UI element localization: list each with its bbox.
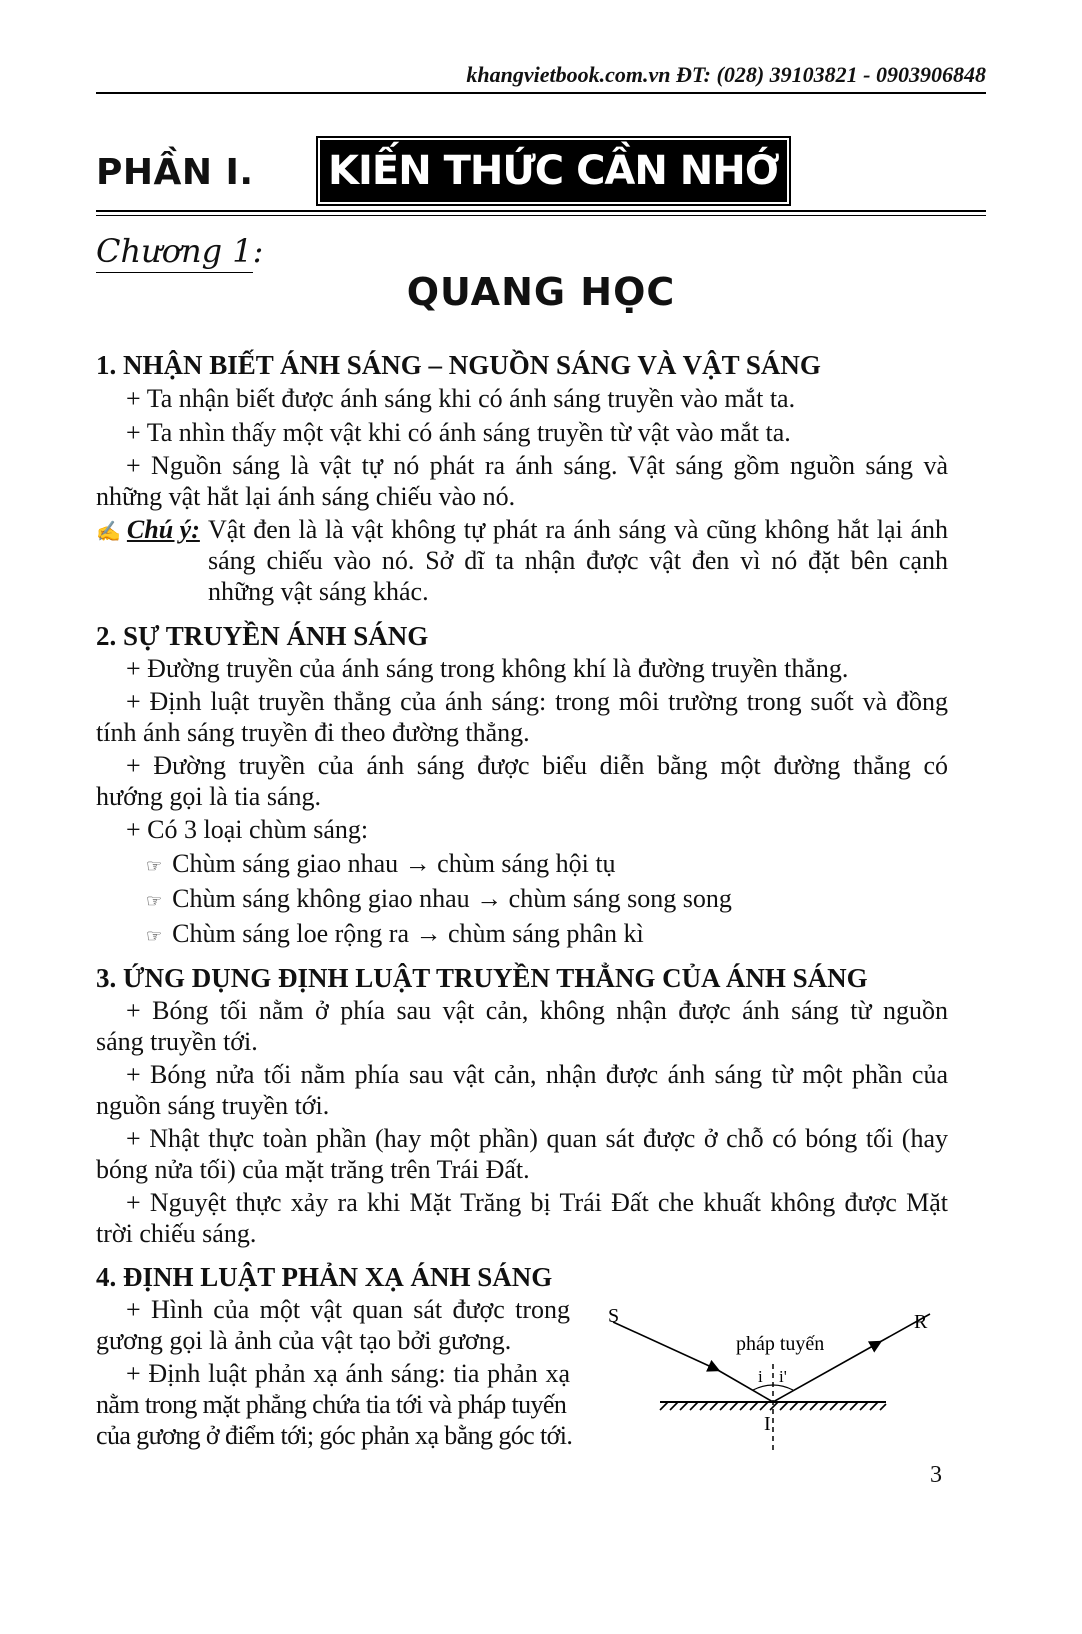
page-number: 3	[930, 1462, 942, 1488]
text-line: nằm trong mặt phẳng chứa tia tới và pháp tuyến	[96, 1390, 567, 1419]
writing-hand-icon: ✍	[96, 521, 121, 543]
page-header	[96, 58, 986, 94]
pointing-hand-icon: ☞	[146, 891, 163, 911]
text-line: + Định luật phản xạ ánh sáng: tia phản xạ	[126, 1359, 570, 1388]
text-line: + Nguồn sáng là vật tự nó phát ra ánh sáng. Vật sáng gồm nguồn sáng và	[126, 451, 948, 480]
label-point-i: I	[764, 1413, 771, 1435]
text-line: + Định luật truyền thẳng của ánh sáng: trong môi trường trong suốt và đồng	[126, 687, 948, 716]
section-title: 1. NHẬN BIẾT ÁNH SÁNG – NGUỒN SÁNG VÀ VẬT SÁNG	[96, 350, 821, 380]
part-label: PHẦN I.	[96, 152, 254, 193]
part-title: KIẾN THỨC CẦN NHỚ	[320, 140, 787, 202]
text-line: + Đường truyền của ánh sáng trong không khí là đường truyền thẳng.	[126, 654, 849, 683]
text-line: của gương ở điểm tới; góc phản xạ bằng góc tới.	[96, 1421, 573, 1450]
text-line: + Bóng tối nằm ở phía sau vật cản, không nhận được ánh sáng từ nguồn	[126, 996, 948, 1025]
text-line: + Hình của một vật quan sát được trong	[126, 1295, 570, 1324]
list-item-text: Chùm sáng không giao nhau → chùm sáng song song	[172, 884, 732, 913]
text-line: hướng gọi là tia sáng.	[96, 782, 321, 811]
pointing-hand-icon: ☞	[146, 856, 163, 876]
text-line: sáng truyền tới.	[96, 1027, 258, 1056]
part-divider	[96, 210, 986, 212]
text-line: tính ánh sáng truyền đi theo đường thẳng.	[96, 718, 530, 747]
text-line: + Đường truyền của ánh sáng được biểu diễn bằng một đường thẳng có	[126, 751, 948, 780]
note-label: Chú ý:	[126, 515, 200, 544]
label-normal: pháp tuyến	[736, 1333, 825, 1355]
text-line: bóng nửa tối) của mặt trăng trên Trái Đất.	[96, 1155, 530, 1184]
label-r: R	[914, 1311, 928, 1333]
list-item	[146, 849, 616, 879]
list-item-text: Chùm sáng loe rộng ra → chùm sáng phân kì	[172, 919, 644, 948]
text-line: gương gọi là ảnh của vật tạo bởi gương.	[96, 1326, 512, 1355]
chapter-word: Chương 1	[96, 232, 253, 273]
text-line: + Ta nhìn thấy một vật khi có ánh sáng truyền từ vật vào mắt ta.	[126, 418, 791, 447]
text-line: + Ta nhận biết được ánh sáng khi có ánh sáng truyền vào mắt ta.	[126, 384, 796, 413]
note-line: sáng chiếu vào nó. Sở dĩ ta nhận được vật đen vì nó đặt bên cạnh	[208, 546, 948, 575]
list-item	[146, 919, 644, 949]
section-title: 3. ỨNG DỤNG ĐỊNH LUẬT TRUYỀN THẲNG CỦA ÁNH SÁNG	[96, 963, 868, 993]
label-angle-i-prime: i'	[779, 1367, 787, 1386]
note-line: những vật sáng khác.	[208, 577, 429, 606]
part-divider-thin	[96, 215, 986, 216]
note-heading	[96, 515, 200, 545]
chapter-colon: :	[252, 232, 264, 270]
note-line: Vật đen là là vật không tự phát ra ánh sáng và cũng không hắt lại ánh	[208, 515, 948, 544]
reflection-diagram	[608, 1302, 928, 1472]
pointing-hand-icon: ☞	[146, 926, 163, 946]
section-title: 2. SỰ TRUYỀN ÁNH SÁNG	[96, 621, 429, 651]
text-line: + Nhật thực toàn phần (hay một phần) quan sát được ở chỗ có bóng tối (hay	[126, 1124, 948, 1153]
part-heading	[96, 140, 986, 210]
header-text: khangvietbook.com.vn ĐT: (028) 39103821 - 0903906848	[466, 62, 986, 87]
text-line: + Có 3 loại chùm sáng:	[126, 815, 369, 844]
incident-ray	[613, 1322, 718, 1370]
text-line: những vật hắt lại ánh sáng chiếu vào nó.	[96, 482, 516, 511]
text-line: + Bóng nửa tối nằm phía sau vật cản, nhận được ánh sáng từ một phần của	[126, 1060, 948, 1089]
text-line: trời chiếu sáng.	[96, 1219, 257, 1248]
text-line: nguồn sáng truyền tới.	[96, 1091, 330, 1120]
label-angle-i: i	[758, 1367, 763, 1386]
list-item-text: Chùm sáng giao nhau → chùm sáng hội tụ	[172, 849, 616, 878]
section-title: 4. ĐỊNH LUẬT PHẢN XẠ ÁNH SÁNG	[96, 1262, 553, 1292]
chapter-label	[96, 232, 263, 270]
text-line: + Nguyệt thực xảy ra khi Mặt Trăng bị Trái Đất che khuất không được Mặt	[126, 1188, 948, 1217]
label-s: S	[608, 1305, 620, 1327]
list-item	[146, 884, 732, 914]
chapter-title: QUANG HỌC	[406, 270, 676, 314]
